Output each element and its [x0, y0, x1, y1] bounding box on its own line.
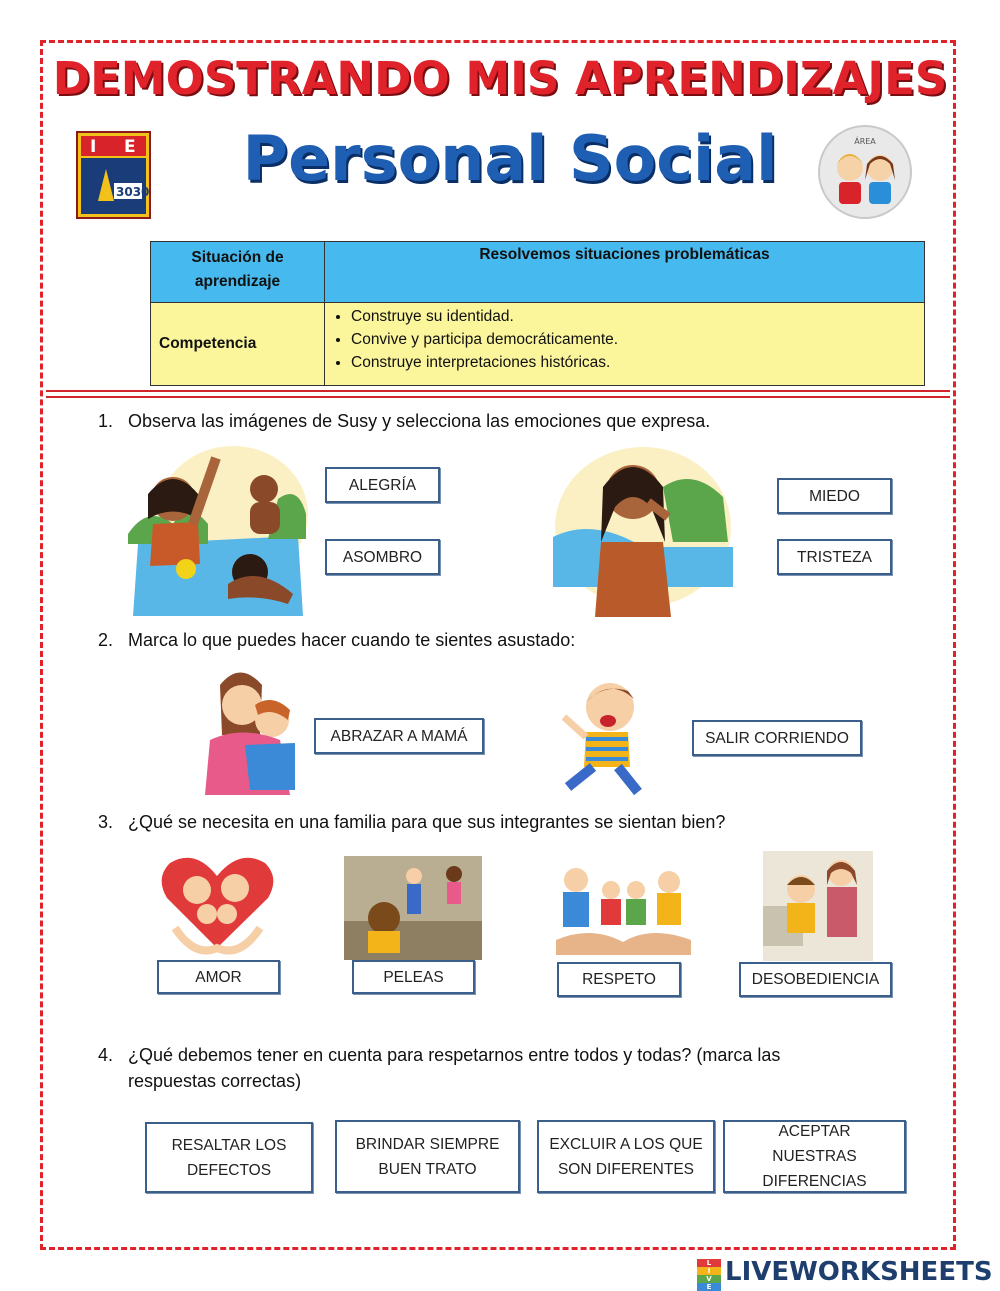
- question-text: Marca lo que puedes hacer cuando te sientes asustado:: [128, 630, 576, 650]
- competence-item: • Construye su identidad.: [351, 305, 918, 328]
- susy-swimming-image: [128, 444, 308, 620]
- competence-item: • Convive y participa democráticamente.: [351, 328, 918, 351]
- option-tristeza[interactable]: TRISTEZA: [777, 539, 892, 575]
- svg-text:I: I: [90, 137, 97, 157]
- situation-label: Situación de aprendizaje: [151, 242, 325, 303]
- option-resaltar-los-defectos[interactable]: RESALTAR LOS DEFECTOS: [145, 1122, 313, 1193]
- svg-text:ÁREA: ÁREA: [854, 137, 876, 146]
- option-peleas[interactable]: PELEAS: [352, 960, 475, 994]
- question-text: Observa las imágenes de Susy y selecciona las emociones que expresa.: [128, 411, 711, 431]
- option-abrazar-a-mama[interactable]: ABRAZAR A MAMÁ: [314, 718, 484, 754]
- question-number: 1.: [98, 411, 114, 431]
- option-miedo[interactable]: MIEDO: [777, 478, 892, 514]
- liveworksheets-watermark: [697, 1257, 993, 1291]
- option-brindar-siempre-buen-trato[interactable]: BRINDAR SIEMPRE BUEN TRATO: [335, 1120, 520, 1193]
- divider-line: [46, 396, 950, 398]
- area-logo: [812, 124, 918, 220]
- competence-list: [331, 305, 918, 374]
- question-4: [98, 1042, 868, 1094]
- option-salir-corriendo[interactable]: SALIR CORRIENDO: [692, 720, 862, 756]
- option-amor[interactable]: AMOR: [157, 960, 280, 994]
- question-text: ¿Qué debemos tener en cuenta para respetarnos entre todos y todas? (marca las respuestas correctas): [128, 1045, 781, 1091]
- page-title: DEMOSTRANDO MIS APRENDIZAJES: [52, 52, 948, 105]
- watermark-text: LIVEWORKSHEETS: [725, 1257, 993, 1287]
- hug-mom-image: [200, 665, 304, 795]
- question-text: ¿Qué se necesita en una familia para que sus integrantes se sientan bien?: [128, 812, 726, 832]
- competence-label: Competencia: [151, 303, 325, 386]
- question-number: 2.: [98, 630, 114, 650]
- option-respeto[interactable]: RESPETO: [557, 962, 681, 997]
- family-fights-image: [344, 856, 482, 960]
- question-number: 3.: [98, 812, 114, 832]
- family-love-image: [155, 848, 280, 960]
- question-3: [98, 809, 868, 835]
- question-2: [98, 627, 868, 653]
- liveworksheets-badge-icon: L I V E: [697, 1259, 721, 1285]
- option-asombro[interactable]: ASOMBRO: [325, 539, 440, 575]
- competence-list-cell: [325, 303, 925, 386]
- susy-crying-image: [553, 447, 733, 617]
- option-aceptar-nuestras-diferencias[interactable]: ACEPTAR NUESTRAS DIFERENCIAS: [723, 1120, 906, 1193]
- option-alegria[interactable]: ALEGRÍA: [325, 467, 440, 503]
- school-logo: [76, 131, 151, 219]
- svg-text:E: E: [124, 137, 136, 157]
- learning-situation-table: [150, 241, 925, 386]
- family-disobedience-image: [763, 851, 873, 961]
- divider-line: [46, 390, 950, 392]
- boy-running-image: [538, 677, 662, 797]
- question-1: [98, 408, 868, 434]
- page-subtitle: Personal Social: [242, 122, 778, 195]
- svg-text:3030: 3030: [116, 185, 150, 199]
- question-number: 4.: [98, 1045, 114, 1065]
- competence-item: • Construye interpretaciones históricas.: [351, 351, 918, 374]
- situation-value: Resolvemos situaciones problemáticas: [325, 242, 925, 303]
- option-excluir-a-los-que-son-diferentes[interactable]: EXCLUIR A LOS QUE SON DIFERENTES: [537, 1120, 715, 1193]
- option-desobediencia[interactable]: DESOBEDIENCIA: [739, 962, 892, 997]
- family-respect-image: [551, 860, 694, 960]
